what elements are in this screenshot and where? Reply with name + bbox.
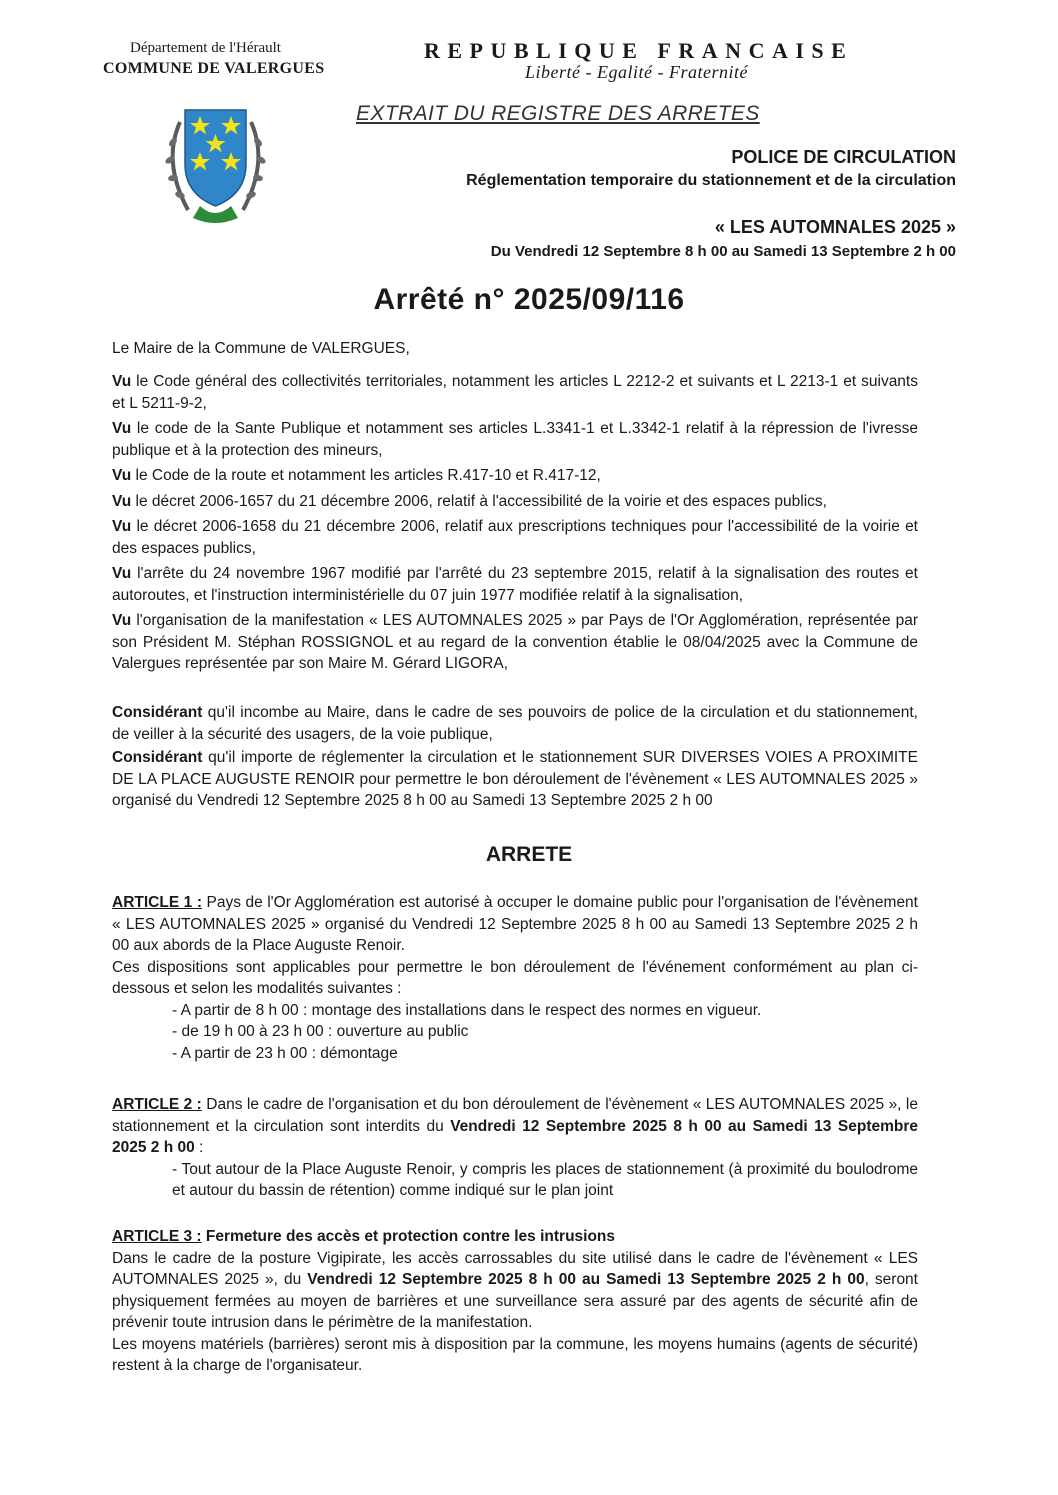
department-label: Département de l'Hérault [130,40,281,56]
subject-police: POLICE DE CIRCULATION [731,147,956,167]
intro-text: Le Maire de la Commune de VALERGUES, [112,340,410,357]
commune-label: COMMUNE DE VALERGUES [103,60,325,77]
article-3-paragraph-2: Les moyens matériels (barrières) seront mis à disposition par la commune, les moyens humains (agents de sécurité) restent à la charge de l'organisateur. [112,1335,918,1374]
visa-item: Vu l'arrête du 24 novembre 1967 modifié par l'arrêté du 23 septembre 2015, relatif à la signalisation des routes et autoroutes, et l'instruction interministérielle du 07 juin 1977 modifiée relatif à la signalisation, [112,565,918,604]
visa-item: Vu le code de la Sante Publique et notamment ses articles L.3341-1 et L.3342-1 relatif à la répression de l'ivresse publique et à la protection des mineurs, [112,420,918,459]
article-3-title: ARTICLE 3 : Fermeture des accès et protection contre les intrusions [112,1228,616,1245]
considerants-block [112,702,918,812]
article-3-paragraph: Dans le cadre de la posture Vigipirate, les accès carrossables du site utilisé dans le cadre de l'évènement « LES AUTOMNALES 2025 », du Vendredi 12 Septembre 2025 8 h 00 au Samedi 13 Septembre 2025 2 h 00, seront physiquement fermées au moyen de barrières et une surveillance sera assuré par des agents de sécurité afin de prévenir toute intrusion dans le périmètre de la manifestation. [112,1249,918,1331]
arrete-heading: ARRETE [485,843,573,866]
article-3 [112,1226,918,1377]
considerant-item: Considérant qu'il importe de réglementer la circulation et le stationnement SUR DIVERSES VOIES A PROXIMITE DE LA PLACE AUGUSTE RENOIR pour permettre le bon déroulement de l'évènement « LES AUTOMNALES 2025 » organisé du Vendredi 12 Septembre 2025 8 h 00 au Samedi 13 Septembre 2025 2 h 00 [112,749,918,809]
article-1-paragraph-2: Ces dispositions sont applicables pour permettre le bon déroulement de l'événement conformément au plan ci-dessous et selon les modalités suivantes : [112,958,918,997]
article-1-item: - A partir de 23 h 00 : démontage [172,1044,398,1062]
republic-title: REPUBLIQUE FRANCAISE [424,38,854,63]
article-1 [112,892,918,1064]
considerant-item: Considérant qu'il incombe au Maire, dans le cadre de ses pouvoirs de police de la circulation et du stationnement, de veiller à la sécurité des usagers, de la voie publique, [112,704,918,743]
coat-of-arms-logo [158,102,273,227]
visas-block [112,371,918,675]
article-1-item: - A partir de 8 h 00 : montage des installations dans le respect des normes en vigueur. [172,1001,762,1019]
visa-item: Vu l'organisation de la manifestation « LES AUTOMNALES 2025 » par Pays de l'Or Agglomération, représentée par son Président M. Stéphan ROSSIGNOL et au regard de la convention établie le 08/04/2025 avec la Commune de Valergues représentée par son Maire M. Gérard LIGORA, [112,612,918,672]
article-2-item: - Tout autour de la Place Auguste Renoir, y compris les places de stationnement (à proximité du boulodrome et autour du bassin de rétention) comme indiqué sur le plan joint [172,1160,918,1199]
visa-item: Vu le Code de la route et notamment les articles R.417-10 et R.417-12, [112,467,601,484]
article-1-item: - de 19 h 00 à 23 h 00 : ouverture au public [172,1023,469,1040]
article-1-paragraph: ARTICLE 1 : Pays de l'Or Agglomération est autorisé à occuper le domaine public pour l'organisation de l'évènement « LES AUTOMNALES 2025 » organisé du Vendredi 12 Septembre 2025 8 h 00 au Samedi 13 Septembre 2025 2 h 00 aux abords de la Place Auguste Renoir. [112,894,918,954]
article-2-paragraph: ARTICLE 2 : Dans le cadre de l'organisation et du bon déroulement de l'évènement « LES AUTOMNALES 2025 », le stationnement et la circulation sont interdits du Vendredi 12 Septembre 2025 8 h 00 au Samedi 13 Septembre 2025 2 h 00 : [112,1096,918,1156]
subject-dates: Du Vendredi 12 Septembre 8 h 00 au Samedi 13 Septembre 2 h 00 [490,243,956,260]
subject-event: « LES AUTOMNALES 2025 » [714,217,956,237]
visa-item: Vu le décret 2006-1658 du 21 décembre 2006, relatif aux prescriptions techniques pour l'accessibilité de la voirie et des espaces publics, [112,518,918,557]
arrete-number: Arrêté n° 2025/09/116 [373,283,685,316]
republic-motto: Liberté - Egalité - Fraternité [525,62,748,82]
visa-item: Vu le Code général des collectivités territoriales, notamment les articles L 2212-2 et suivants et L 2213-1 et suivants et L 5211-9-2, [112,373,918,412]
visa-item: Vu le décret 2006-1657 du 21 décembre 2006, relatif à l'accessibilité de la voirie et des espaces publics, [112,492,827,510]
subject-regulation: Réglementation temporaire du stationnement et de la circulation [466,172,956,189]
register-extract-title: EXTRAIT DU REGISTRE DES ARRETES [356,102,760,125]
article-2 [112,1094,918,1202]
